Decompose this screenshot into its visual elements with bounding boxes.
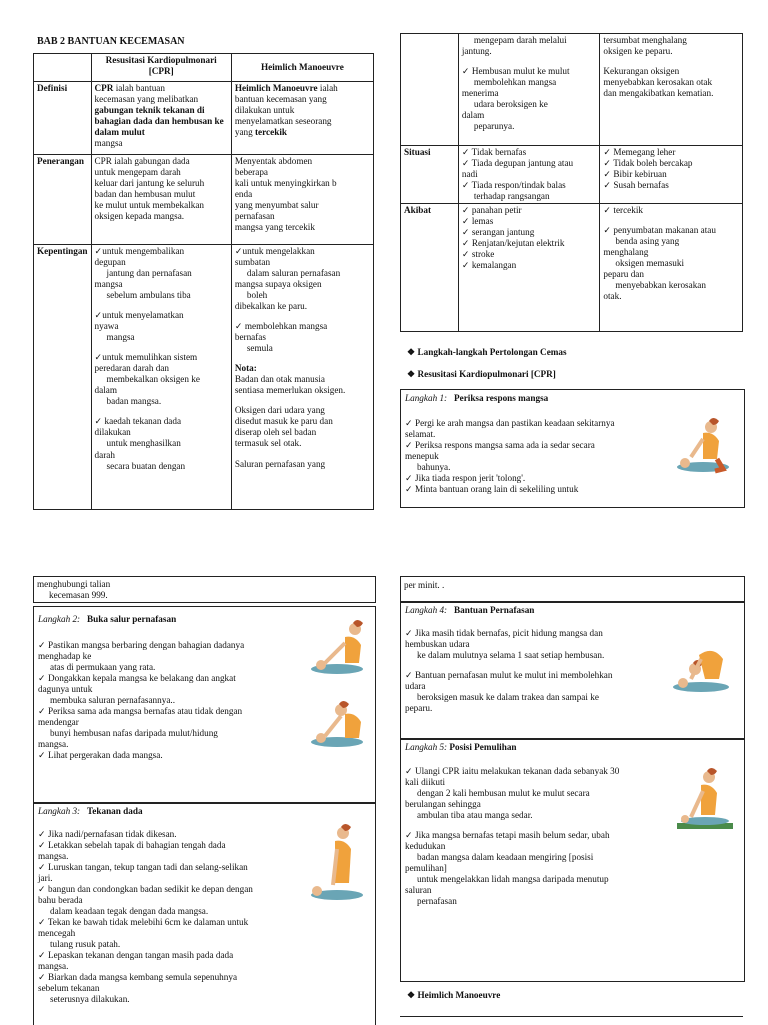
text-line: ✓ tercekik	[603, 205, 643, 216]
text-line: ✓untuk mengelakkan	[234, 246, 315, 256]
text-line: peparunya.	[473, 121, 515, 132]
step-5-label: Langkah 5:	[405, 742, 448, 752]
text-line: jantung dan pernafasan	[106, 268, 192, 279]
step-5-content	[405, 766, 675, 907]
definisi-cpr-suffix: ialah bantuan	[113, 83, 165, 93]
text-line: menepuk	[405, 451, 439, 462]
text-line: mangsa.	[38, 851, 69, 862]
text-line: boleh	[246, 290, 268, 301]
text-line: ke dalam mulutnya selama 1 saat setiap hembusan.	[417, 650, 605, 661]
text-line: ke mulut untuk membekalkan	[94, 200, 205, 211]
text-line: ✓ Bantuan pernafasan mulut ke mulut ini membolehkan	[405, 670, 613, 681]
text-line: hembuskan udara	[405, 639, 470, 650]
text-line	[462, 57, 597, 66]
text-line: diserap oleh sel badan	[234, 427, 317, 438]
step-5-title: Posisi Pemulihan	[449, 742, 517, 752]
text-line: ✓ Susah bernafas	[603, 180, 669, 191]
text-line: semula	[246, 343, 273, 354]
text-line: mangsa.	[38, 961, 69, 972]
text-line: Kekurangan oksigen	[603, 66, 680, 77]
text-line: pernafasan	[234, 211, 275, 222]
text-line: ✓ Lepaskan tekanan dengan tangan masih pada dada	[38, 950, 234, 961]
text-line: menyebabkan kerosakan	[615, 280, 706, 291]
text-line: ✓ Periksa sama ada mangsa bernafas atau tidak dengan	[38, 706, 243, 717]
text-line: ✓ Renjatan/kejutan elektrik	[461, 238, 565, 249]
definisi-cpr-term: CPR	[94, 83, 114, 93]
text-line: tersumbat menghalang	[603, 35, 687, 45]
definisi-heim-line: dilakukan untuk	[234, 105, 295, 116]
text-line: nadi	[461, 169, 478, 180]
text-line	[405, 821, 675, 830]
text-line: udara	[405, 681, 426, 692]
text-line: ✓ Tidak boleh bercakap	[603, 158, 693, 169]
chest-compression-illustration	[309, 823, 369, 903]
definisi-heimlich	[231, 82, 373, 155]
text-line: ✓ Jika nadi/pernafasan tidak dikesan.	[38, 829, 177, 839]
row-label-definisi: Definisi	[34, 82, 92, 155]
text-line: ✓ bangun dan condongkan badan sedikit ke depan dengan	[38, 884, 253, 895]
text-line: menghadap ke	[38, 651, 92, 662]
text-line	[235, 354, 370, 363]
text-line: ✓ Memegang leher	[603, 147, 676, 157]
text-line: ✓ membolehkan mangsa	[234, 321, 328, 332]
text-line: ✓ Jika tiada respon jerit 'tolong'.	[405, 473, 526, 484]
text-line: ambulan tiba atau manga sedar.	[417, 810, 533, 821]
text-line: kecemasan 999.	[49, 590, 108, 601]
text-line	[235, 450, 370, 459]
text-line: pernafasan	[417, 896, 457, 907]
situasi-heimlich	[600, 146, 743, 204]
akibat-cpr	[458, 204, 600, 332]
text-line: untuk menghasilkan	[106, 438, 181, 449]
text-line: ✓ Pastikan mangsa berbaring dengan bahagian dadanya	[38, 640, 245, 650]
text-line: ✓ serangan jantung	[461, 227, 535, 238]
rescuer-tapping-illustration	[673, 415, 737, 475]
step-4-title: Bantuan Pernafasan	[454, 605, 535, 615]
text-line: ✓ Ulangi CPR iaitu melakukan tekanan dada sebanyak 30	[405, 766, 620, 776]
text-line: menghubungi talian	[37, 579, 111, 589]
text-line: bahunya.	[417, 462, 451, 473]
text-line: peparu dan	[603, 269, 644, 280]
text-line: dilakukan	[94, 427, 131, 438]
text-line: mangsa yang tercekik	[234, 222, 315, 233]
step-4-content	[405, 628, 675, 714]
text-line: secara buatan dengan	[106, 460, 186, 471]
step-2-heading	[38, 614, 176, 625]
text-line: jari.	[38, 873, 53, 884]
text-line: berulangan sehingga	[405, 799, 481, 810]
step-1-continued-box	[33, 576, 376, 603]
text-line	[235, 396, 370, 405]
text-line: seterusnya dilakukan.	[50, 994, 130, 1005]
row-label-situasi: Situasi	[401, 146, 459, 204]
step-3-title: Tekanan dada	[87, 806, 143, 816]
text-line	[95, 407, 228, 416]
text-line: ✓ Letakkan sebelah tapak di bahagian tengah dada	[38, 840, 226, 851]
text-line	[603, 57, 739, 66]
text-line: ✓ Jika masih tidak bernafas, picit hidung mangsa dan	[405, 628, 603, 638]
text-line: membuka saluran pernafasannya..	[50, 695, 176, 706]
text-line: mendengar	[38, 717, 79, 728]
section-heading-heimlich: ❖ Heimlich Manoeuvre	[407, 990, 501, 1000]
text-line: dalam	[94, 385, 117, 396]
row-label-akibat: Akibat	[401, 204, 459, 332]
text-line: ✓ Tekan ke bawah tidak melebihi 6cm ke dalaman untuk	[38, 917, 249, 928]
row-label-penerangan: Penerangan	[34, 155, 92, 245]
text-line: Menyentak abdomen	[234, 156, 313, 166]
text-line	[405, 661, 675, 670]
comparison-table	[33, 53, 374, 510]
text-line: beroksigen masuk ke dalam trakea dan sampai ke	[417, 692, 599, 703]
step-3-heading	[38, 806, 143, 817]
text-line: ✓ Dongakkan kepala mangsa ke belakang dan angkat	[38, 673, 236, 684]
text-line: ✓ lemas	[461, 216, 494, 227]
text-line: Nota:	[234, 363, 257, 374]
text-line: saluran	[405, 885, 432, 896]
text-line: oksigen memasuki	[615, 258, 685, 269]
text-line: ✓ Tiada respon/tindak balas	[461, 180, 566, 191]
text-line: menerima	[461, 88, 499, 99]
text-line: ✓ Tiada degupan jantung atau	[461, 158, 574, 169]
text-line: ✓untuk memulihkan sistem	[94, 352, 198, 363]
situasi-cpr	[458, 146, 600, 204]
kepentingan-cpr	[91, 245, 231, 510]
text-line: kali diikuti	[405, 777, 446, 788]
text-line: ✓ Bibir kebiruan	[603, 169, 667, 180]
text-line: ✓ Luruskan tangan, tekup tangan tadi dan selang-selikan	[38, 862, 248, 873]
text-line: ✓untuk menyelamatkan	[94, 310, 184, 321]
penerangan-heimlich	[231, 155, 373, 245]
text-line: terhadap rangsangan	[473, 191, 550, 202]
text-line: kali untuk menyingkirkan b	[234, 178, 337, 189]
step-3-label: Langkah 3:	[38, 806, 81, 816]
text-line: mangsa supaya oksigen	[234, 279, 322, 290]
definisi-heim-term: Heimlich Manoeuvre	[234, 83, 318, 93]
step-1-heading	[405, 393, 548, 404]
text-line: mencegah	[38, 928, 76, 939]
definisi-heim-bold: tercekik	[255, 127, 287, 138]
text-line: tulang rusuk patah.	[50, 939, 121, 950]
definisi-heim-line: bantuan kecemasan yang	[234, 94, 327, 105]
text-line: benda asing yang	[615, 236, 680, 247]
text-line: Badan dan otak manusia	[234, 374, 325, 385]
text-line: sentiasa memerlukan oksigen.	[234, 385, 346, 396]
text-line: selamat.	[405, 429, 436, 440]
text-line: bernafas	[234, 332, 266, 343]
text-line: pemulihan]	[405, 863, 447, 874]
text-line: ✓ Lihat pergerakan dada mangsa.	[38, 750, 163, 761]
text-line: nyawa	[94, 321, 119, 332]
text-line: yang menyumbat salur	[234, 200, 319, 211]
text-line: ✓ stroke	[461, 249, 495, 260]
text-line: enda	[234, 189, 253, 200]
text-line: ✓ Jika mangsa bernafas tetapi masih belum sedar, ubah	[405, 830, 610, 841]
text-line: mangsa.	[38, 739, 69, 750]
step-3-content	[38, 829, 318, 1006]
row-label-kepentingan: Kepentingan	[34, 245, 92, 510]
text-line: untuk mengepam darah	[94, 167, 181, 178]
step-4-heading	[405, 605, 534, 616]
step-2-label: Langkah 2:	[38, 614, 81, 624]
text-line: disedut masuk ke paru dan	[234, 416, 333, 427]
text-line: dibekalkan ke paru.	[234, 301, 308, 312]
step-1-content	[405, 418, 670, 495]
definisi-cpr-line: kecemasan yang melibatkan	[94, 94, 199, 105]
akibat-heimlich	[600, 204, 743, 332]
text-line: ✓ panahan petir	[461, 205, 522, 216]
step-5-heading	[405, 742, 517, 753]
text-line: ✓ kaedah tekanan dada	[94, 416, 182, 427]
text-line	[603, 216, 739, 225]
step-1-title: Periksa respons mangsa	[454, 393, 549, 403]
cont-label	[401, 34, 459, 146]
cont-heimlich	[600, 34, 743, 146]
text-line: menyebabkan kerosakan otak	[603, 77, 713, 88]
definisi-cpr-line: mangsa	[94, 138, 123, 149]
header-cpr: Resusitasi Kardiopulmonari [CPR]	[91, 54, 231, 82]
step-3-continued-box	[400, 576, 745, 603]
section-heading-cpr: ❖ Resusitasi Kardiopulmonari [CPR]	[407, 369, 556, 379]
step-2-box	[33, 606, 376, 804]
cont-cpr	[458, 34, 600, 146]
text-line	[95, 301, 228, 310]
text-line: ✓ Hembusan mulut ke mulut	[461, 66, 570, 77]
text-line: atas di permukaan yang rata.	[50, 662, 156, 673]
text-line: membekalkan oksigen ke	[106, 374, 200, 385]
text-line: Saluran pernafasan yang	[234, 458, 326, 469]
text-line: oksigen kepada mangsa.	[94, 211, 185, 222]
text-line: menghalang	[603, 247, 649, 258]
text-line: beberapa	[234, 167, 268, 178]
text-line: ✓ penyumbatan makanan atau	[603, 225, 716, 236]
section-divider	[400, 1016, 743, 1017]
text-line: badan dan hembusan mulut	[94, 189, 196, 200]
definisi-cpr	[91, 82, 231, 155]
definisi-heim-suffix: ialah	[317, 83, 338, 93]
header-empty	[34, 54, 92, 82]
header-heimlich: Heimlich Manoeuvre	[231, 54, 373, 82]
comparison-table-continued	[400, 33, 743, 332]
text-line: badan mangsa.	[106, 396, 162, 407]
text-line: darah	[94, 449, 115, 460]
text-line: dan mengakibatkan kematian.	[603, 88, 714, 99]
text-line: kedudukan	[405, 841, 446, 852]
recovery-position-illustration	[671, 767, 737, 837]
text-line: dagunya untuk	[38, 684, 93, 695]
text-line: termasuk sel otak.	[234, 438, 302, 449]
text-line	[235, 312, 370, 321]
section-heading-langkah: ❖ Langkah-langkah Pertolongan Cemas	[407, 347, 567, 357]
definisi-cpr-bold: gabungan teknik tekanan di bahagian dada dan hembusan ke dalam mulut	[94, 105, 224, 138]
step-4-label: Langkah 4:	[405, 605, 448, 615]
text-line: mangsa	[106, 332, 135, 343]
text-line: dalam keadaan tegak dengan dada mangsa.	[50, 906, 209, 917]
text-line: ✓ kemalangan	[461, 260, 517, 271]
text-line: dalam	[461, 110, 485, 121]
text-line: ✓untuk mengembalikan	[94, 246, 185, 256]
text-line: keluar dari jantung ke seluruh	[94, 178, 205, 189]
step-1-continued-content	[37, 579, 110, 601]
text-line: mengepam darah melalui	[473, 35, 567, 45]
kepentingan-heimlich	[231, 245, 373, 510]
text-line: ✓ Tidak bernafas	[461, 147, 527, 157]
text-line: badan mangsa dalam keadaan mengiring [posisi	[417, 852, 594, 863]
step-2-content	[38, 640, 318, 761]
rescue-breath-illustration	[671, 627, 737, 697]
breathing-check-illustration	[311, 692, 371, 752]
text-line: CPR ialah gabungan dada	[94, 156, 190, 166]
text-line: mangsa	[94, 279, 123, 290]
text-line: sebelum ambulans tiba	[106, 290, 191, 301]
airway-tilt-illustration	[311, 617, 371, 677]
text-line: peredaran darah dan	[94, 363, 170, 374]
step-1-label: Langkah 1:	[405, 393, 448, 403]
text-line: ✓ Periksa respons mangsa sama ada ia sedar secara	[405, 440, 595, 451]
step-4-box	[400, 601, 745, 740]
text-line: bunyi hembusan nafas daripada mulut/hidung	[50, 728, 218, 739]
text-line: Oksigen dari udara yang	[234, 405, 325, 416]
text-line: peparu.	[405, 703, 433, 714]
definisi-heim-line: yang	[234, 127, 255, 138]
text-line: dalam saluran pernafasan	[246, 268, 341, 279]
step-2-title: Buka salur pernafasan	[87, 614, 177, 624]
text-line: ✓ Pergi ke arah mangsa dan pastikan keadaan sekitarnya	[405, 418, 615, 428]
step-1-box	[400, 389, 745, 508]
text-line: degupan	[94, 257, 126, 268]
text-line: jantung.	[461, 46, 492, 57]
text-line: bahu berada	[38, 895, 83, 906]
step-3-box	[33, 802, 376, 1025]
step-5-box	[400, 738, 745, 982]
text-line: sebelum tekanan	[38, 983, 100, 994]
page-title: BAB 2 BANTUAN KECEMASAN	[37, 36, 185, 47]
text-line: ✓ Minta bantuan orang lain di sekeliling untuk	[405, 484, 579, 495]
text-line: otak.	[603, 291, 622, 302]
text-line: ✓ Biarkan dada mangsa kembang semula sepenuhnya	[38, 972, 238, 983]
text-line: oksigen ke peparu.	[603, 46, 673, 57]
text-line: untuk mengelakkan lidah mangsa daripada menutup	[417, 874, 609, 885]
text-line: dengan 2 kali hembusan mulut ke mulut secara	[417, 788, 590, 799]
text-line: sumbatan	[234, 257, 271, 268]
step-3-continued-content: per minit. .	[404, 580, 445, 590]
text-line: membolehkan mangsa	[473, 77, 557, 88]
definisi-heim-line: menyelamatkan seseorang	[234, 116, 332, 127]
penerangan-cpr	[91, 155, 231, 245]
text-line	[95, 343, 228, 352]
text-line: udara beroksigen ke	[473, 99, 548, 110]
